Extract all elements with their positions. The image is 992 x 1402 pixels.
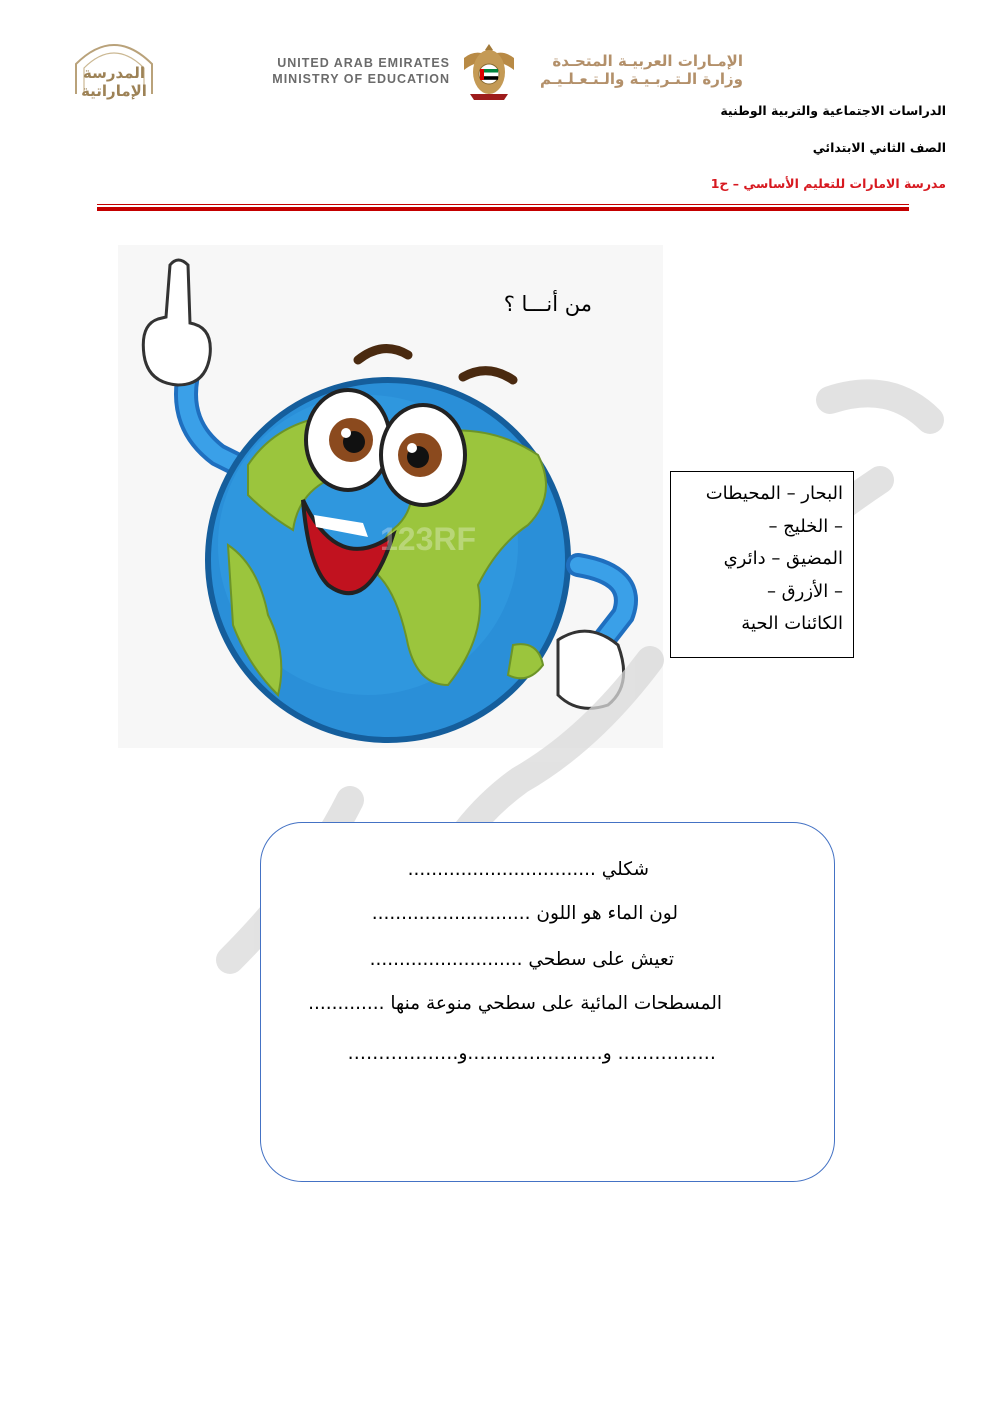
ministry-arabic bbox=[528, 52, 743, 88]
ministry-en-line2: MINISTRY OF EDUCATION bbox=[272, 72, 450, 86]
question-title: من أنـــا ؟ bbox=[503, 292, 592, 316]
question-water-bodies[interactable]: المسطحات المائية على سطحي منوعة منها ............. bbox=[308, 993, 722, 1014]
word-bank-line: الكائنات الحية bbox=[741, 613, 843, 634]
grade-label: الصف الثاني الابتدائي bbox=[812, 140, 946, 155]
ministry-english bbox=[250, 55, 450, 87]
school-logo-line2: الإماراتية bbox=[81, 82, 147, 100]
word-bank-line: البحار – المحيطات bbox=[705, 483, 843, 504]
word-bank-line: – الأزرق – bbox=[766, 580, 843, 602]
uae-emblem-icon bbox=[460, 40, 518, 104]
stock-watermark: 123RF bbox=[380, 521, 477, 557]
school-name: مدرسة الامارات للتعليم الأساسي – ح1 bbox=[710, 176, 946, 191]
fill-in-box bbox=[260, 822, 835, 1182]
word-bank-line: – الخليج – bbox=[768, 515, 843, 537]
school-logo bbox=[66, 34, 162, 104]
question-water-bodies-blanks[interactable]: ……………. و………………….و……………… bbox=[347, 1043, 716, 1064]
header-divider-thin bbox=[97, 204, 909, 205]
school-logo-line1: المدرسة bbox=[83, 64, 145, 82]
ministry-ar-line1: الإمـارات العربيـة المتحـدة bbox=[552, 52, 743, 70]
header-divider-thick bbox=[97, 207, 909, 211]
question-water-color[interactable]: لون الماء هو اللون ........................... bbox=[371, 903, 678, 924]
word-bank bbox=[670, 471, 854, 658]
question-shape[interactable]: شكلي ................................ bbox=[407, 859, 649, 880]
ministry-en-line1: UNITED ARAB EMIRATES bbox=[277, 56, 450, 70]
subject-title: الدراسات الاجتماعية والتربية الوطنية bbox=[720, 103, 946, 118]
question-living-things[interactable]: تعيش على سطحي .......................... bbox=[369, 949, 674, 970]
ministry-ar-line2: وزارة الـتـربـيـة والـتـعـلـيـم bbox=[540, 70, 743, 88]
word-bank-line: المضيق – دائري bbox=[723, 548, 843, 569]
